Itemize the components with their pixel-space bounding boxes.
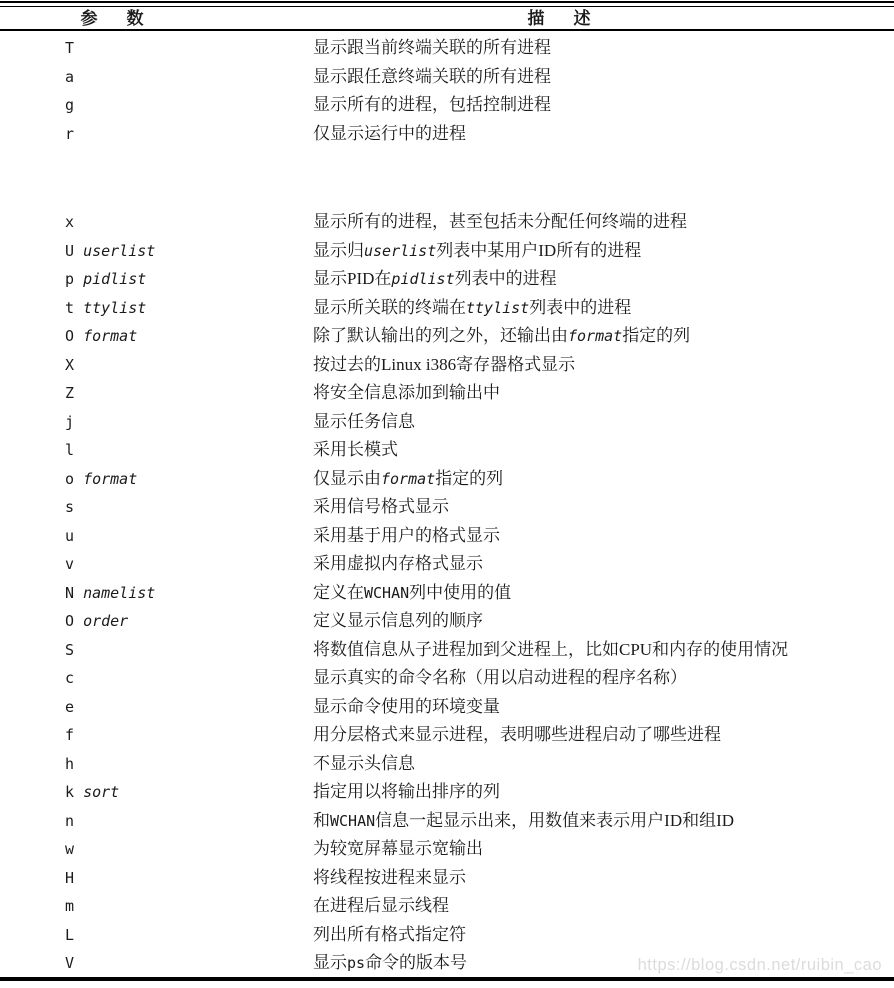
param-cell xyxy=(0,120,313,150)
desc-cell xyxy=(313,693,894,723)
table-row xyxy=(0,750,894,779)
desc-cell xyxy=(313,265,894,295)
desc-cell xyxy=(313,322,894,352)
text-segment: e xyxy=(65,697,75,716)
text-segment: V xyxy=(65,954,75,972)
text-segment: h xyxy=(65,754,75,773)
text-segment: n xyxy=(65,811,75,830)
desc-cell xyxy=(313,436,894,466)
desc-cell xyxy=(313,607,894,637)
param-cell xyxy=(0,436,313,466)
table-row xyxy=(0,294,894,323)
text-segment: H xyxy=(65,868,75,887)
desc-cell xyxy=(313,465,894,495)
text-segment: v xyxy=(65,555,75,573)
table-header-row xyxy=(0,7,894,31)
text-segment: 列出所有格式指定符 xyxy=(313,924,466,944)
param-cell xyxy=(0,493,313,523)
text-segment: u xyxy=(65,526,75,545)
desc-cell xyxy=(313,493,894,523)
text-segment: ttylist xyxy=(83,298,147,317)
text-segment: m xyxy=(65,897,75,915)
table-row xyxy=(0,778,894,807)
table-row xyxy=(0,91,894,120)
table-bottom-border xyxy=(0,977,894,981)
text-segment: 显示所关联的终端在 xyxy=(313,297,466,317)
param-cell xyxy=(0,91,313,121)
text-segment: 定义在 xyxy=(313,582,364,602)
table-row xyxy=(0,322,894,351)
text-segment: 将数值信息从子进程加到父进程上，比如CPU和内存的使用情况 xyxy=(313,639,789,659)
table-row xyxy=(0,208,894,237)
text-segment: 命令的版本号 xyxy=(365,953,468,972)
text-segment: 显示跟当前终端关联的所有进程 xyxy=(313,38,551,57)
desc-cell xyxy=(313,63,894,93)
table-row xyxy=(0,465,894,494)
text-segment: 采用信号格式显示 xyxy=(313,497,449,516)
table-row xyxy=(0,579,894,608)
text-segment: 仅显示运行中的进程 xyxy=(313,123,466,143)
desc-cell xyxy=(313,664,894,694)
text-segment: T xyxy=(65,39,75,57)
text-segment: 指定的列 xyxy=(622,326,691,345)
param-cell xyxy=(0,721,313,751)
text-segment: 信息一起显示出来，用数值来表示用户ID和组ID xyxy=(375,810,735,830)
text-segment: 显示归 xyxy=(313,240,364,260)
param-cell xyxy=(0,408,313,438)
param-cell xyxy=(0,607,313,637)
table-row xyxy=(0,379,894,408)
text-segment: ps xyxy=(347,954,366,972)
param-cell xyxy=(0,807,313,837)
text-segment: l xyxy=(65,441,75,459)
param-cell xyxy=(0,579,313,609)
text-segment: 采用虚拟内存格式显示 xyxy=(313,554,483,573)
text-segment: 在进程后显示线程 xyxy=(313,896,449,915)
table-row xyxy=(0,636,894,665)
text-segment: 指定的列 xyxy=(435,468,504,488)
text-segment: 指定用以将输出排序的列 xyxy=(313,782,500,801)
desc-cell xyxy=(313,750,894,780)
text-segment: X xyxy=(65,355,75,374)
param-cell xyxy=(0,949,313,979)
desc-cell xyxy=(313,294,894,324)
param-cell xyxy=(0,864,313,894)
desc-cell xyxy=(313,892,894,922)
text-segment: 列表中的进程 xyxy=(454,269,557,288)
desc-cell xyxy=(313,408,894,438)
text-segment: 用分层格式来显示进程，表明哪些进程启动了哪些进程 xyxy=(313,725,721,744)
table-row xyxy=(0,436,894,465)
text-segment: WCHAN xyxy=(364,583,410,602)
param-cell xyxy=(0,265,313,295)
text-segment: S xyxy=(65,640,75,659)
table-row xyxy=(0,237,894,266)
param-cell xyxy=(0,379,313,409)
param-cell xyxy=(0,63,313,93)
text-segment: c xyxy=(65,669,75,687)
text-segment: 除了默认输出的列之外，还输出由 xyxy=(313,326,568,345)
text-segment: 将线程按进程来显示 xyxy=(313,867,466,887)
desc-cell xyxy=(313,91,894,121)
desc-cell xyxy=(313,579,894,609)
desc-cell xyxy=(313,208,894,238)
column-header-param: 参 数 xyxy=(80,9,150,28)
table-row xyxy=(0,835,894,864)
text-segment: f xyxy=(65,726,75,744)
text-segment: j xyxy=(65,412,75,431)
param-cell xyxy=(0,550,313,580)
param-cell xyxy=(0,892,313,922)
param-cell xyxy=(0,465,313,495)
text-segment: 定义显示信息列的顺序 xyxy=(313,611,483,630)
text-segment: t xyxy=(65,298,84,317)
table-row xyxy=(0,34,894,63)
text-segment: a xyxy=(65,67,75,86)
text-segment: 按过去的Linux i386寄存器格式显示 xyxy=(313,354,576,374)
text-segment: r xyxy=(65,124,75,143)
text-segment: g xyxy=(65,96,75,114)
desc-cell xyxy=(313,522,894,552)
text-segment: 采用基于用户的格式显示 xyxy=(313,525,500,545)
table-row xyxy=(0,807,894,836)
column-header-desc: 描 述 xyxy=(527,9,597,28)
desc-cell xyxy=(313,379,894,409)
text-segment: s xyxy=(65,498,75,516)
table-row xyxy=(0,664,894,693)
text-segment: 显示 xyxy=(313,953,347,972)
text-segment: 显示所有的进程，甚至包括未分配任何终端的进程 xyxy=(313,212,687,231)
param-cell xyxy=(0,522,313,552)
table-row xyxy=(0,63,894,92)
desc-cell xyxy=(313,550,894,580)
text-segment: U xyxy=(65,241,84,260)
text-segment: 显示跟任意终端关联的所有进程 xyxy=(313,66,551,86)
text-segment: 列中使用的值 xyxy=(409,582,512,602)
table-row xyxy=(0,408,894,437)
desc-cell xyxy=(313,778,894,808)
table-empty-gap xyxy=(0,148,894,208)
text-segment: 显示命令使用的环境变量 xyxy=(313,696,500,716)
param-cell xyxy=(0,921,313,951)
param-cell xyxy=(0,835,313,865)
text-segment: WCHAN xyxy=(330,811,376,830)
param-cell xyxy=(0,294,313,324)
desc-cell xyxy=(313,835,894,865)
text-segment: format xyxy=(381,469,436,488)
param-cell xyxy=(0,34,313,64)
text-segment: pidlist xyxy=(391,270,455,288)
text-segment: 将安全信息添加到输出中 xyxy=(313,383,500,402)
text-segment: 显示PID在 xyxy=(313,269,392,288)
table-row xyxy=(0,721,894,750)
table-row xyxy=(0,522,894,551)
param-cell xyxy=(0,693,313,723)
text-segment: x xyxy=(65,213,75,231)
table-row xyxy=(0,120,894,149)
text-segment: w xyxy=(65,840,75,858)
text-segment: 列表中某用户ID所有的进程 xyxy=(436,240,642,260)
param-cell xyxy=(0,664,313,694)
text-segment: userlist xyxy=(83,241,156,260)
text-segment: 显示所有的进程，包括控制进程 xyxy=(313,95,551,114)
text-segment: format xyxy=(83,469,138,488)
text-segment: 仅显示由 xyxy=(313,468,381,488)
desc-cell xyxy=(313,351,894,381)
table-row xyxy=(0,921,894,950)
desc-cell xyxy=(313,636,894,666)
text-segment: N xyxy=(65,583,84,602)
desc-cell xyxy=(313,237,894,267)
table-body xyxy=(0,31,894,978)
text-segment: o xyxy=(65,469,84,488)
text-segment: 为较宽屏幕显示宽输出 xyxy=(313,839,483,858)
table-row xyxy=(0,607,894,636)
text-segment: order xyxy=(83,612,129,630)
param-cell xyxy=(0,778,313,808)
desc-cell xyxy=(313,864,894,894)
text-segment: 不显示头信息 xyxy=(313,753,415,773)
param-cell xyxy=(0,351,313,381)
text-segment: O xyxy=(65,612,84,630)
text-segment: pidlist xyxy=(83,270,147,288)
text-segment: userlist xyxy=(364,241,437,260)
text-segment: k xyxy=(65,783,84,801)
watermark-text: https://blog.csdn.net/ruibin_cao xyxy=(637,956,882,974)
table-row xyxy=(0,493,894,522)
param-cell xyxy=(0,636,313,666)
text-segment: 和 xyxy=(313,810,330,830)
table-row xyxy=(0,351,894,380)
table-row xyxy=(0,693,894,722)
text-segment: 采用长模式 xyxy=(313,440,398,459)
text-segment: O xyxy=(65,327,84,345)
desc-cell xyxy=(313,34,894,64)
text-segment: Z xyxy=(65,384,75,402)
param-cell xyxy=(0,750,313,780)
text-segment: sort xyxy=(83,783,120,801)
text-segment: 列表中的进程 xyxy=(529,297,632,317)
param-cell xyxy=(0,322,313,352)
table-row xyxy=(0,892,894,921)
text-segment: namelist xyxy=(83,583,156,602)
desc-cell xyxy=(313,921,894,951)
param-cell xyxy=(0,208,313,238)
text-segment: p xyxy=(65,270,84,288)
text-segment: L xyxy=(65,925,75,944)
text-segment: format xyxy=(568,327,623,345)
table-row xyxy=(0,550,894,579)
desc-cell xyxy=(313,120,894,150)
param-cell xyxy=(0,237,313,267)
text-segment: ttylist xyxy=(466,298,530,317)
text-segment: 显示任务信息 xyxy=(313,411,415,431)
text-segment: format xyxy=(83,327,138,345)
desc-cell xyxy=(313,807,894,837)
desc-cell xyxy=(313,721,894,751)
text-segment: 显示真实的命令名称（用以启动进程的程序名称） xyxy=(313,668,687,687)
table-row xyxy=(0,265,894,294)
table-row xyxy=(0,864,894,893)
